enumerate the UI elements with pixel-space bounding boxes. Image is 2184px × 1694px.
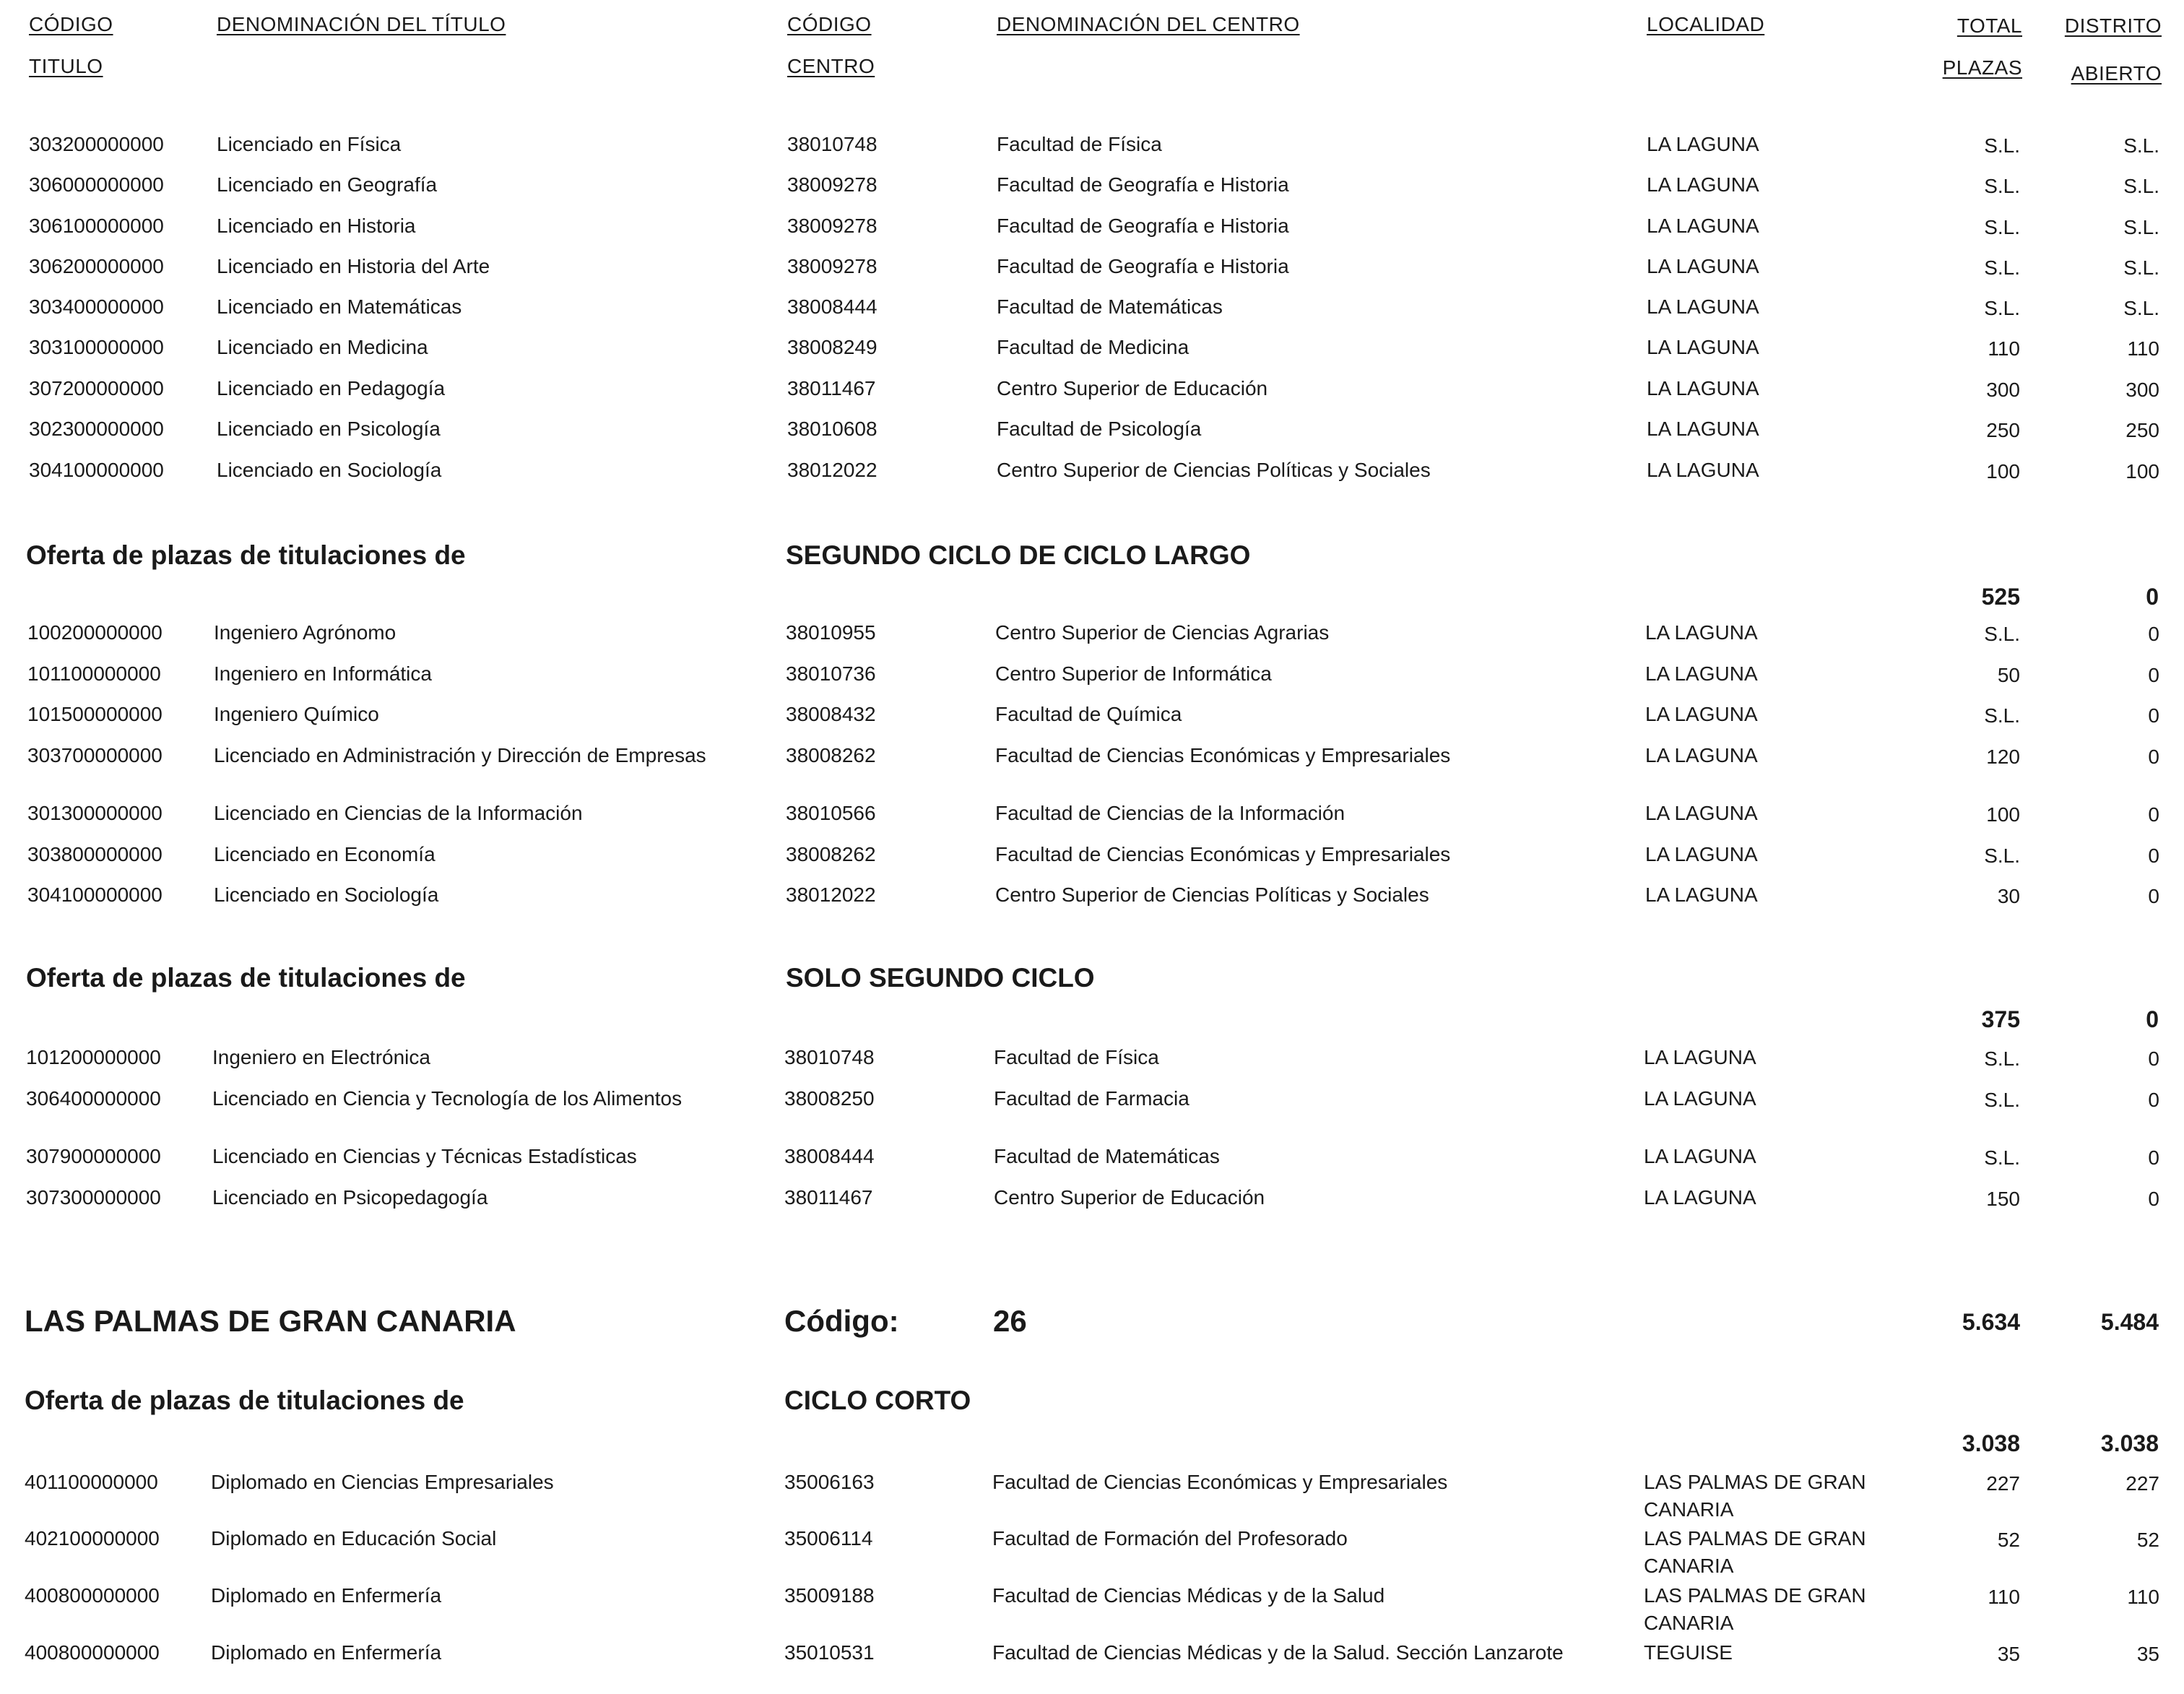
row-locality: LA LAGUNA [1644,1145,1756,1167]
row-code: 101100000000 [27,662,161,685]
row-total: S.L. [1984,256,2020,279]
row-title: Licenciado en Geografía [217,173,438,196]
row-code: 306200000000 [29,255,164,277]
row-center-code: 38010748 [784,1046,875,1068]
header-codigo-titulo-1: CÓDIGO [29,13,113,35]
row-center-code: 38012022 [787,459,878,481]
row-district: 110 [2127,1586,2159,1608]
row-locality: LA LAGUNA [1647,133,1759,155]
section4-district: 3.038 [2100,1430,2159,1456]
header-distrito-abierto-1: DISTRITO [2064,14,2162,37]
row-district: 110 [2127,337,2159,360]
row-locality: LA LAGUNA [1644,1046,1756,1068]
row-district: 0 [2148,664,2159,686]
row-center-code: 38008444 [784,1145,875,1167]
row-center-code: 38009278 [787,173,878,196]
row-total: 52 [1997,1529,2020,1551]
row-title: Licenciado en Ciencia y Tecnología de los Alimentos [212,1087,682,1110]
row-center-code: 38010955 [786,621,876,644]
university-name: LAS PALMAS DE GRAN CANARIA [25,1304,516,1338]
row-locality: LA LAGUNA [1647,255,1759,277]
row-code: 400800000000 [25,1584,160,1607]
row-total: 100 [1986,803,2020,826]
header-total-plazas-1: TOTAL [1956,14,2022,37]
row-total: S.L. [1984,623,2020,645]
section4-type: CICLO CORTO [784,1386,971,1415]
row-locality: LA LAGUNA [1645,744,1758,766]
row-center-code: 38011467 [787,377,876,399]
row-title: Licenciado en Matemáticas [217,295,462,318]
row-district: S.L. [2123,216,2159,238]
row-code: 304100000000 [27,883,162,906]
row-district: S.L. [2123,175,2159,197]
row-district: 0 [2148,803,2159,826]
row-locality: LAS PALMAS DE GRAN [1644,1471,1866,1493]
row-title: Licenciado en Sociología [214,883,439,906]
row-code: 101500000000 [27,703,162,725]
row-code: 303200000000 [29,133,164,155]
row-center-name: Facultad de Ciencias Médicas y de la Salud [992,1584,1385,1607]
row-total: S.L. [1984,175,2020,197]
row-total: S.L. [1984,216,2020,238]
section2-type: SEGUNDO CICLO DE CICLO LARGO [786,540,1251,570]
row-total: 250 [1986,419,2020,441]
row-locality: LA LAGUNA [1647,295,1759,318]
header-codigo-centro-2: CENTRO [787,55,875,77]
row-center-code: 35009188 [784,1584,875,1607]
row-center-code: 38010736 [786,662,876,685]
row-district: 300 [2126,379,2159,401]
section3-label: Oferta de plazas de titulaciones de [26,963,466,993]
row-district: 0 [2148,1188,2159,1210]
row-code: 303400000000 [29,295,164,318]
row-district: S.L. [2123,297,2159,319]
row-locality: LA LAGUNA [1647,173,1759,196]
university-total: 5.634 [1962,1309,2020,1335]
row-title: Licenciado en Ciencias y Técnicas Estadísticas [212,1145,637,1167]
row-title: Licenciado en Economía [214,843,436,865]
row-code: 101200000000 [26,1046,161,1068]
row-district: 0 [2148,1047,2159,1070]
row-district: 0 [2148,885,2159,907]
row-title: Licenciado en Historia [217,215,416,237]
row-code: 307200000000 [29,377,164,399]
row-locality-line2: CANARIA [1644,1498,1734,1521]
row-locality: LA LAGUNA [1647,418,1759,440]
row-title: Diplomado en Ciencias Empresariales [211,1471,554,1493]
section4-label: Oferta de plazas de titulaciones de [25,1386,464,1415]
row-total: S.L. [1984,1089,2020,1111]
row-district: 0 [2148,1146,2159,1169]
row-code: 100200000000 [27,621,162,644]
row-center-name: Facultad de Matemáticas [994,1145,1220,1167]
row-locality: LAS PALMAS DE GRAN [1644,1527,1866,1550]
section4-total: 3.038 [1962,1430,2020,1456]
row-locality: LA LAGUNA [1647,215,1759,237]
row-title: Diplomado en Enfermería [211,1584,442,1607]
row-total: 120 [1986,746,2020,768]
section3-type: SOLO SEGUNDO CICLO [786,963,1095,993]
university-district: 5.484 [2100,1309,2159,1335]
row-center-name: Facultad de Ciencias de la Información [995,802,1346,824]
row-center-code: 38008249 [787,336,878,358]
row-center-code: 38008262 [786,843,876,865]
row-total: S.L. [1984,844,2020,867]
row-center-name: Facultad de Matemáticas [997,295,1223,318]
row-center-name: Facultad de Farmacia [994,1087,1190,1110]
row-center-name: Facultad de Formación del Profesorado [992,1527,1348,1550]
row-center-name: Facultad de Ciencias Económicas y Empresariales [995,843,1451,865]
row-total: S.L. [1984,1146,2020,1169]
row-center-code: 38008444 [787,295,878,318]
row-locality: LA LAGUNA [1644,1087,1756,1110]
row-center-code: 35006114 [784,1527,873,1550]
row-title: Licenciado en Física [217,133,402,155]
row-center-name: Facultad de Ciencias Económicas y Empresariales [992,1471,1448,1493]
row-center-name: Facultad de Química [995,703,1182,725]
row-district: S.L. [2123,134,2159,157]
row-center-name: Centro Superior de Informática [995,662,1272,685]
header-denominacion-titulo: DENOMINACIÓN DEL TÍTULO [217,13,506,35]
row-title: Licenciado en Sociología [217,459,442,481]
row-district: 100 [2126,460,2159,483]
university-code-label: Código: [784,1304,899,1338]
row-district: 0 [2148,623,2159,645]
row-code: 307900000000 [26,1145,161,1167]
row-center-name: Facultad de Geografía e Historia [997,215,1289,237]
row-district: S.L. [2123,256,2159,279]
row-locality: LA LAGUNA [1647,377,1759,399]
row-code: 306400000000 [26,1087,161,1110]
row-district: 0 [2148,1089,2159,1111]
row-center-code: 38011467 [784,1186,873,1209]
row-locality: LA LAGUNA [1645,802,1758,824]
row-locality: LA LAGUNA [1645,703,1758,725]
row-code: 400800000000 [25,1641,160,1664]
row-total: 50 [1997,664,2020,686]
row-locality-line2: CANARIA [1644,1612,1734,1634]
row-center-name: Centro Superior de Educación [994,1186,1265,1209]
row-locality: LA LAGUNA [1644,1186,1756,1209]
row-total: S.L. [1984,1047,2020,1070]
section3-district: 0 [2146,1006,2159,1032]
row-district: 0 [2148,704,2159,727]
row-center-name: Centro Superior de Ciencias Agrarias [995,621,1330,644]
row-total: 35 [1997,1643,2020,1665]
row-title: Ingeniero Agrónomo [214,621,396,644]
section2-district: 0 [2146,584,2159,610]
row-district: 35 [2136,1643,2159,1665]
row-total: 300 [1986,379,2020,401]
row-title: Licenciado en Ciencias de la Información [214,802,583,824]
university-code: 26 [993,1304,1027,1338]
row-total: 227 [1986,1472,2020,1495]
header-denominacion-centro: DENOMINACIÓN DEL CENTRO [997,13,1300,35]
row-center-code: 38008250 [784,1087,875,1110]
row-center-name: Facultad de Física [994,1046,1159,1068]
row-total: 110 [1988,1586,2020,1608]
row-locality: LA LAGUNA [1645,883,1758,906]
row-center-name: Facultad de Física [997,133,1162,155]
row-center-name: Facultad de Geografía e Historia [997,173,1289,196]
row-district: 52 [2136,1529,2159,1551]
row-locality: LA LAGUNA [1645,843,1758,865]
row-title: Licenciado en Psicopedagogía [212,1186,488,1209]
row-center-code: 35006163 [784,1471,875,1493]
row-center-code: 38010748 [787,133,878,155]
row-district: 227 [2126,1472,2159,1495]
header-codigo-titulo-2: TITULO [29,55,103,77]
row-center-code: 38010566 [786,802,876,824]
row-code: 306100000000 [29,215,164,237]
row-total: 30 [1997,885,2020,907]
row-title: Licenciado en Pedagogía [217,377,446,399]
row-title: Licenciado en Historia del Arte [217,255,490,277]
row-center-name: Centro Superior de Ciencias Políticas y Sociales [995,883,1429,906]
row-title: Licenciado en Psicología [217,418,441,440]
row-total: S.L. [1984,297,2020,319]
row-center-name: Facultad de Psicología [997,418,1202,440]
row-title: Ingeniero en Electrónica [212,1046,430,1068]
row-code: 303100000000 [29,336,164,358]
row-locality: TEGUISE [1644,1641,1733,1664]
row-locality-line2: CANARIA [1644,1555,1734,1577]
row-locality: LA LAGUNA [1645,621,1758,644]
row-center-name: Centro Superior de Educación [997,377,1268,399]
row-center-name: Centro Superior de Ciencias Políticas y Sociales [997,459,1431,481]
section2-total: 525 [1981,584,2020,610]
row-title: Ingeniero Químico [214,703,379,725]
row-title: Ingeniero en Informática [214,662,432,685]
row-code: 303700000000 [27,744,162,766]
row-center-code: 38008262 [786,744,876,766]
row-title: Diplomado en Enfermería [211,1641,442,1664]
row-title: Licenciado en Medicina [217,336,428,358]
row-title: Diplomado en Educación Social [211,1527,497,1550]
row-center-name: Facultad de Ciencias Económicas y Empresariales [995,744,1451,766]
row-code: 306000000000 [29,173,164,196]
row-code: 303800000000 [27,843,162,865]
row-center-name: Facultad de Medicina [997,336,1190,358]
row-total: 100 [1986,460,2020,483]
row-center-name: Facultad de Geografía e Historia [997,255,1289,277]
row-district: 250 [2126,419,2159,441]
row-center-name: Facultad de Ciencias Médicas y de la Salud. Sección Lanzarote [992,1641,1564,1664]
row-center-code: 38009278 [787,215,878,237]
section3-total: 375 [1981,1006,2020,1032]
row-locality: LA LAGUNA [1647,336,1759,358]
row-center-code: 38012022 [786,883,876,906]
row-total: S.L. [1984,704,2020,727]
row-center-code: 38009278 [787,255,878,277]
header-total-plazas-2: PLAZAS [1942,56,2022,79]
section2-label: Oferta de plazas de titulaciones de [26,540,466,570]
row-code: 301300000000 [27,802,162,824]
row-title: Licenciado en Administración y Dirección de Empresas [214,744,706,766]
header-codigo-centro-1: CÓDIGO [787,13,872,35]
header-distrito-abierto-2: ABIERTO [2071,62,2162,85]
row-code: 401100000000 [25,1471,158,1493]
row-code: 307300000000 [26,1186,161,1209]
row-code: 402100000000 [25,1527,160,1550]
row-code: 302300000000 [29,418,164,440]
row-district: 0 [2148,746,2159,768]
row-district: 0 [2148,844,2159,867]
row-code: 304100000000 [29,459,164,481]
header-localidad: LOCALIDAD [1647,13,1765,35]
row-center-code: 35010531 [784,1641,875,1664]
row-total: S.L. [1984,134,2020,157]
row-locality: LAS PALMAS DE GRAN [1644,1584,1866,1607]
row-center-code: 38008432 [786,703,876,725]
row-total: 110 [1988,337,2020,360]
row-locality: LA LAGUNA [1645,662,1758,685]
row-locality: LA LAGUNA [1647,459,1759,481]
row-center-code: 38010608 [787,418,878,440]
row-total: 150 [1986,1188,2020,1210]
